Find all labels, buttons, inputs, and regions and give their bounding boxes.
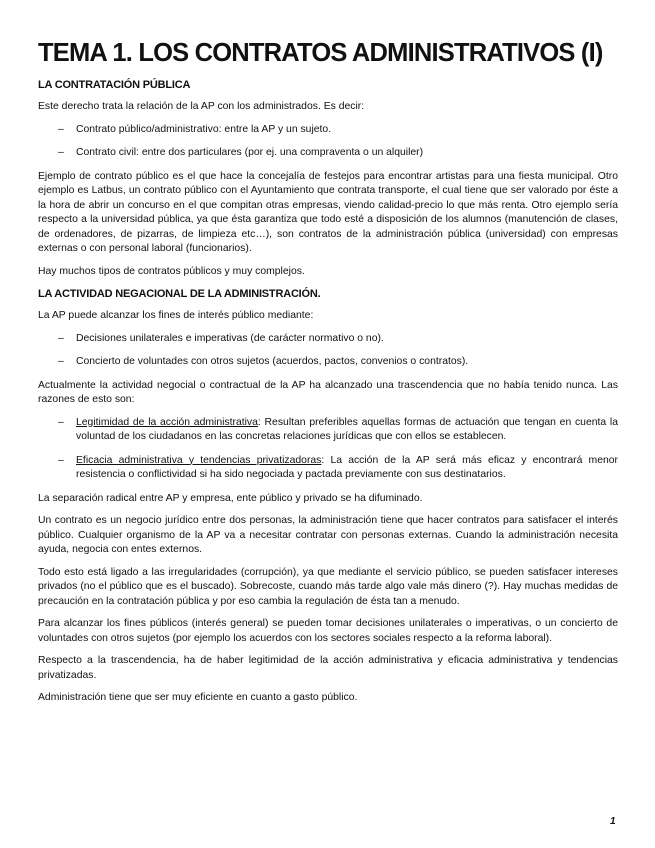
dash-marker: – (58, 454, 64, 466)
list-item (38, 454, 618, 483)
list-item (38, 332, 618, 347)
reason-text: : La acción de la AP será más eficaz y encontrará menor resistencia o conflictividad si ha sido negociada y pactada previamente con sus destinatarios. (76, 454, 618, 480)
paragraph: Un contrato es un negocio jurídico entre dos personas, la administración tiene que hacer contratos para satisfacer el interés público. Cualquier organismo de la AP va a necesitar contratar con personas externas. Cuando la administración necesita ayuda, negocia con entes externos. (38, 515, 618, 555)
document-page (38, 38, 618, 714)
paragraph: Respecto a la trascendencia, ha de haber legitimidad de la acción administrativa y eficacia administrativa y tendencias privatizadas. (38, 655, 618, 681)
paragraph: Ejemplo de contrato público es el que hace la concejalía de festejos para encontrar artistas para una fiesta municipal. Otro ejemplo es Latbus, un contrato público con el Ayuntamiento que contrata transporte, el cual tiene que ser valorado por éste a la hora de abrir un concurso en el que compitan otras empresas, viendo calidad-precio lo que más renta. Otro ejemplo sería respecto a la universidad pública, ya que ésta garantiza que todo esté a disposición de los alumnos (manutención de clases, de ordenadores, de pizarras, de limpieza etc…), son contratos de la administración pública (universidad) con empresas externas o con personal laboral (funcionarios). (38, 170, 618, 254)
list-item (38, 146, 618, 161)
list-item-text: Concierto de voluntades con otros sujetos (acuerdos, pactos, convenios o contratos). (76, 356, 469, 367)
paragraph: Administración tiene que ser muy eficiente en cuanto a gasto público. (38, 692, 358, 703)
section2-bullet-list (38, 332, 618, 370)
paragraph: Actualmente la actividad negocial o contractual de la AP ha alcanzado una trascendencia que no había tenido nunca. Las razones de esto son: (38, 379, 618, 405)
dash-marker: – (58, 332, 64, 344)
dash-marker: – (58, 356, 64, 367)
section2-intro: La AP puede alcanzar los fines de interés público mediante: (38, 310, 314, 321)
section1-intro: Este derecho trata la relación de la AP con los administrados. Es decir: (38, 101, 365, 112)
reason-term: Legitimidad de la acción administrativa (76, 416, 258, 428)
paragraph: Para alcanzar los fines públicos (interés general) se pueden tomar decisiones unilaterales o imperativas, o un concierto de voluntades con otros sujetos (por ejemplo los acuerdos con los sectores sociales respecto a la reforma laboral). (38, 618, 618, 644)
section-heading-actividad-negocial: LA ACTIVIDAD NEGACIONAL DE LA ADMINISTRACIÓN. (38, 288, 321, 300)
reasons-list (38, 416, 618, 483)
section-heading-contratacion: LA CONTRATACIÓN PÚBLICA (38, 79, 191, 91)
page-number: 1 (610, 816, 616, 827)
list-item-text: Contrato público/administrativo: entre la AP y un sujeto. (76, 123, 332, 135)
paragraph: Hay muchos tipos de contratos públicos y muy complejos. (38, 265, 305, 277)
list-item (38, 123, 618, 138)
reason-text: : Resultan preferibles aquellas formas de actuación que tengan en cuenta la voluntad de los ciudadanos en las concretas relaciones jurídicas que con ellos se establecen. (76, 416, 619, 442)
section1-bullet-list (38, 123, 618, 161)
list-item (38, 355, 618, 370)
dash-marker: – (58, 147, 64, 158)
paragraph: Todo esto está ligado a las irregularidades (corrupción), ya que mediante el servicio público, se pueden satisfacer intereses privados (no el público que es el buscado). Sobrecoste, cuando más tarde algo vale más dinero (?). Hay muchas medidas de precaución en la contratación pública y por eso cambia la regulación de ésta tan a menudo. (38, 566, 618, 607)
list-item-text: Decisiones unilaterales e imperativas (de carácter normativo o no). (76, 332, 384, 344)
document-title: TEMA 1. LOS CONTRATOS ADMINISTRATIVOS (I) (38, 39, 603, 67)
list-item (38, 416, 618, 445)
list-item-text: Contrato civil: entre dos particulares (por ej. una compraventa o un alquiler) (76, 147, 424, 158)
dash-marker: – (58, 416, 64, 428)
paragraph: La separación radical entre AP y empresa, ente público y privado se ha difuminado. (38, 492, 423, 504)
reason-term: Eficacia administrativa y tendencias privatizadoras (76, 454, 322, 466)
dash-marker: – (58, 123, 64, 135)
